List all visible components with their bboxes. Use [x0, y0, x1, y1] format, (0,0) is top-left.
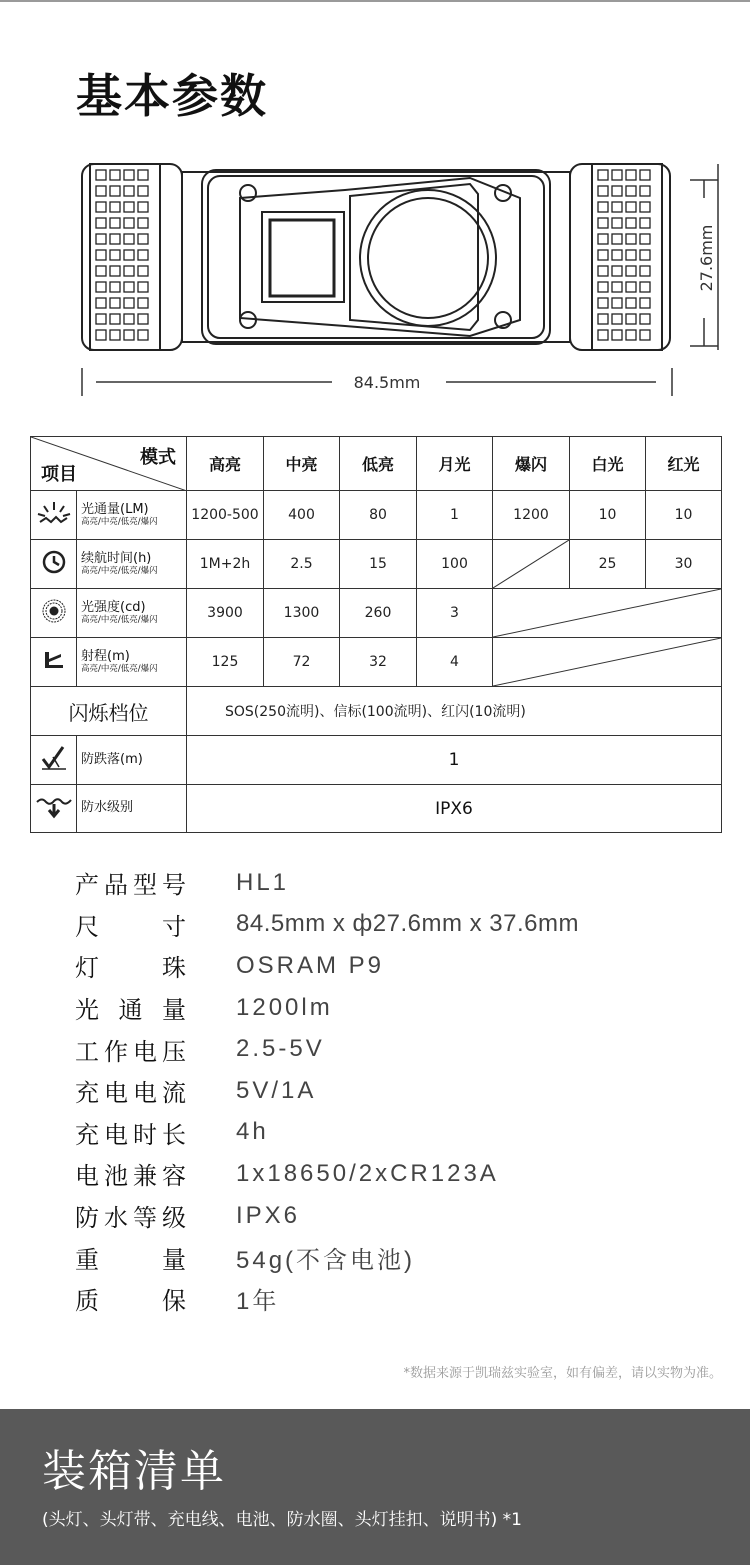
empty-slash-cell: [493, 589, 722, 638]
param-key-char: 品: [104, 871, 128, 900]
table-cell: 3900: [187, 589, 264, 638]
packing-list-panel: [0, 1409, 750, 1565]
table-cell: 400: [264, 491, 340, 540]
table-row: [31, 540, 722, 589]
param-key-char: 池: [104, 1162, 128, 1191]
param-value: 84.5mm x ф27.6mm x 37.6mm: [236, 910, 580, 938]
row-label: 防跌落(m): [81, 751, 143, 767]
param-value: 4h: [236, 1118, 269, 1146]
sunburst-icon: [31, 491, 77, 540]
param-row: [75, 1195, 579, 1237]
empty-slash-cell: [493, 638, 722, 687]
packing-list-items: (头灯、头灯带、充电线、电池、防水圈、头灯挂扣、说明书) *1: [42, 1510, 522, 1530]
param-key-char: 作: [104, 1037, 128, 1066]
param-key-char: 电: [133, 1079, 157, 1108]
waterproof-icon: [31, 785, 77, 833]
param-row: [75, 945, 579, 987]
param-key-char: 电: [104, 1120, 128, 1149]
mode-header-low: 低亮: [340, 437, 417, 491]
table-row: [31, 638, 722, 687]
param-row: [75, 904, 579, 946]
table-cell: 3: [417, 589, 493, 638]
page-title: 基本参数: [76, 69, 268, 123]
table-cell: 30: [646, 540, 722, 589]
table-corner-header: [31, 437, 187, 491]
param-row: [75, 1070, 579, 1112]
param-value: 5V/1A: [236, 1076, 317, 1104]
table-cell: 1200-500: [187, 491, 264, 540]
width-dimension-label: 84.5mm: [353, 373, 421, 392]
mode-header-red: 红光: [646, 437, 722, 491]
row-sublabel: 高亮/中亮/低亮/爆闪: [81, 663, 158, 674]
param-key-char: 寸: [162, 912, 186, 941]
table-cell: 1M+2h: [187, 540, 264, 589]
height-dimension-label: 27.6mm: [697, 224, 716, 292]
table-cell: 32: [340, 638, 417, 687]
param-key-char: 容: [162, 1162, 186, 1191]
param-row: [75, 1278, 579, 1320]
row-label: 光强度(cd): [81, 599, 146, 615]
param-key-char: 兼: [133, 1162, 157, 1191]
table-cell: 10: [646, 491, 722, 540]
param-value: 54g(不含电池): [236, 1246, 416, 1274]
param-key-char: 保: [162, 1287, 186, 1316]
param-row: [75, 987, 579, 1029]
table-cell: 1300: [264, 589, 340, 638]
mode-header-white: 白光: [570, 437, 646, 491]
table-cell: 1: [417, 491, 493, 540]
param-key-char: 流: [162, 1079, 186, 1108]
table-cell: 80: [340, 491, 417, 540]
row-sublabel: 高亮/中亮/低亮/爆闪: [81, 565, 158, 576]
row-sublabel: 高亮/中亮/低亮/爆闪: [81, 516, 158, 527]
data-disclaimer: *数据来源于凯瑞兹实验室，如有偏差，请以实物为准。: [403, 1366, 722, 1381]
param-key-char: 防: [75, 1204, 99, 1233]
corner-item-label: 项目: [41, 464, 77, 485]
blink-modes-value: SOS(250流明)、信标(100流明)、红闪(10流明): [187, 687, 722, 736]
row-sublabel: 高亮/中亮/低亮/爆闪: [81, 614, 158, 625]
param-key-char: 通: [118, 996, 143, 1025]
row-label: 续航时间(h): [81, 550, 152, 566]
spec-table: [30, 436, 722, 833]
headlamp-drawing: [0, 150, 750, 410]
param-key-char: 水: [104, 1204, 128, 1233]
table-cell: 100: [417, 540, 493, 589]
param-key-char: 型: [133, 871, 157, 900]
param-row: [75, 1236, 579, 1278]
table-cell: 4: [417, 638, 493, 687]
corner-mode-label: 模式: [140, 447, 176, 468]
param-value: OSRAM P9: [236, 951, 385, 979]
clock-icon: [31, 540, 77, 589]
param-value: IPX6: [236, 1201, 301, 1229]
intensity-target-icon: [31, 589, 77, 638]
param-key-char: 长: [162, 1120, 186, 1149]
param-value: 1年: [236, 1288, 280, 1316]
mode-header-medium: 中亮: [264, 437, 340, 491]
param-key-char: 电: [104, 1079, 128, 1108]
param-key-char: 珠: [162, 954, 186, 983]
param-key-char: 时: [133, 1120, 157, 1149]
param-value: 1200lm: [236, 993, 333, 1021]
table-cell: 25: [570, 540, 646, 589]
param-key-char: 电: [133, 1037, 157, 1066]
table-cell: 1200: [493, 491, 570, 540]
param-row: [75, 1028, 579, 1070]
param-key-char: 级: [162, 1204, 186, 1233]
param-key-char: 充: [75, 1120, 99, 1149]
param-key-char: 量: [162, 1245, 186, 1274]
param-key-char: 等: [133, 1204, 157, 1233]
param-value: HL1: [236, 868, 290, 896]
table-cell: 72: [264, 638, 340, 687]
table-cell: 15: [340, 540, 417, 589]
param-key-char: 重: [75, 1245, 99, 1274]
row-label: 防水级别: [81, 800, 134, 816]
table-row: [31, 785, 722, 833]
empty-slash-cell: [493, 540, 570, 589]
top-divider: [0, 0, 750, 2]
param-key-char: 质: [75, 1287, 99, 1316]
beam-range-icon: [31, 638, 77, 687]
param-value: 1x18650/2xCR123A: [236, 1159, 499, 1187]
mode-header-moon: 月光: [417, 437, 493, 491]
table-cell: 2.5: [264, 540, 340, 589]
waterproof-value: IPX6: [187, 785, 722, 833]
drop-value: 1: [187, 736, 722, 785]
row-label: 光通量(LM): [81, 501, 149, 517]
param-key-char: 号: [162, 871, 186, 900]
param-key-char: 工: [75, 1037, 99, 1066]
param-key-char: 光: [75, 996, 99, 1025]
param-key-char: 量: [162, 996, 186, 1025]
param-value: 2.5-5V: [236, 1035, 325, 1063]
parameter-list: [75, 862, 579, 1320]
table-row: [31, 687, 722, 736]
param-key-char: 充: [75, 1079, 99, 1108]
mode-header-strobe: 爆闪: [493, 437, 570, 491]
table-row: [31, 736, 722, 785]
table-cell: 260: [340, 589, 417, 638]
mode-header-high: 高亮: [187, 437, 264, 491]
param-row: [75, 1153, 579, 1195]
row-label: 射程(m): [81, 648, 130, 664]
param-row: [75, 1112, 579, 1154]
param-key-char: 电: [75, 1162, 99, 1191]
table-cell: 10: [570, 491, 646, 540]
param-key-char: 尺: [75, 912, 99, 941]
packing-list-title: 装箱清单: [42, 1446, 226, 1497]
table-row: [31, 491, 722, 540]
table-row: [31, 589, 722, 638]
param-key-char: 灯: [75, 954, 99, 983]
param-key-char: 产: [75, 871, 99, 900]
param-key-char: 压: [162, 1037, 186, 1066]
drop-test-icon: [31, 736, 77, 785]
blink-modes-label: 闪烁档位: [31, 687, 187, 736]
param-row: [75, 862, 579, 904]
table-cell: 125: [187, 638, 264, 687]
